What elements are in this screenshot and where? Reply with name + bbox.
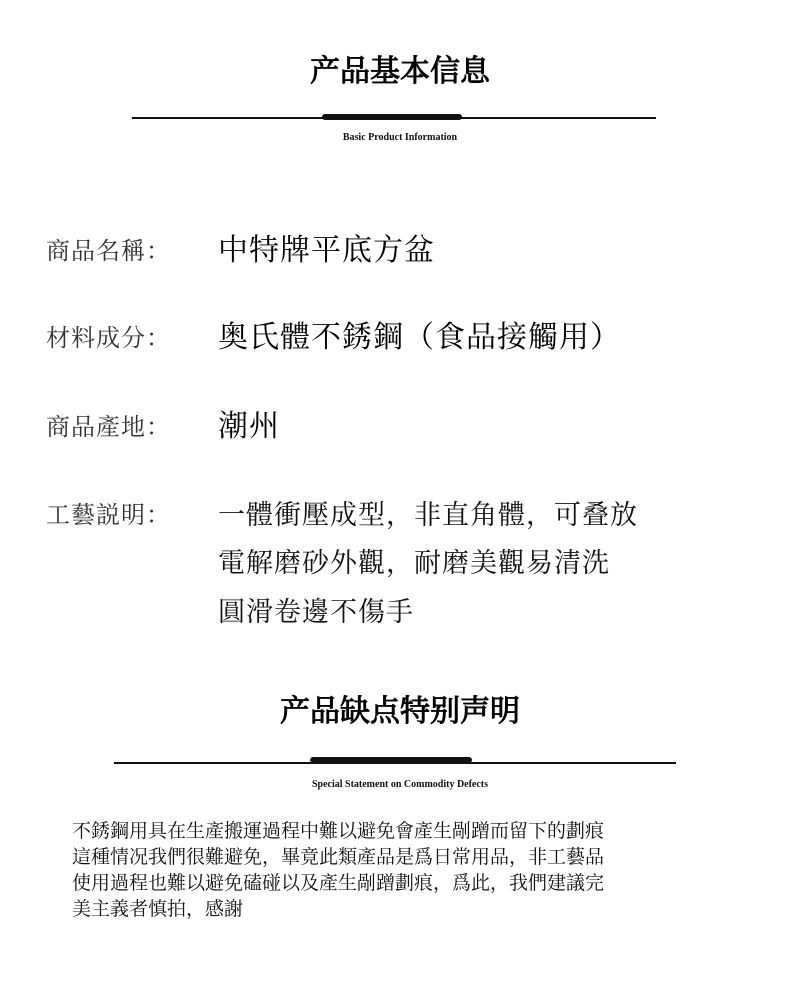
defects-notice [72,818,752,922]
notice-line: 這種情况我們很難避免，畢竟此類產品是爲日常用品，非工藝品 [72,846,605,868]
product-name-label: 商品名稱： [46,237,171,265]
craft-line: 圓滑卷邊不傷手 [218,597,414,628]
origin-label: 商品產地： [46,413,171,441]
craft-label: 工藝説明： [46,501,171,529]
product-name-value: 中特牌平底方盆 [218,233,435,268]
basic-info-subtitle: Basic Product Information [342,132,458,143]
notice-line: 美主義者慎拍，感謝 [72,898,244,920]
craft-line: 電解磨砂外觀，耐磨美觀易清洗 [218,548,610,579]
origin-value: 潮州 [218,409,280,444]
defects-divider-accent [310,757,472,763]
basic-info-title: 产品基本信息 [310,54,490,89]
notice-line: 不銹鋼用具在生產搬運過程中難以避免會產生剮蹭而留下的劃痕 [72,820,605,842]
craft-line: 一體衝壓成型，非直角體，可叠放 [218,500,638,531]
notice-line: 使用過程也難以避免磕碰以及產生剮蹭劃痕，爲此，我們建議完 [72,872,605,894]
material-label: 材料成分： [46,324,171,352]
basic-info-divider-accent [322,114,462,120]
defects-title: 产品缺点特别声明 [280,694,520,729]
material-value: 奥氏體不銹鋼（食品接觸用） [218,320,621,355]
defects-subtitle: Special Statement on Commodity Defects [311,779,489,790]
